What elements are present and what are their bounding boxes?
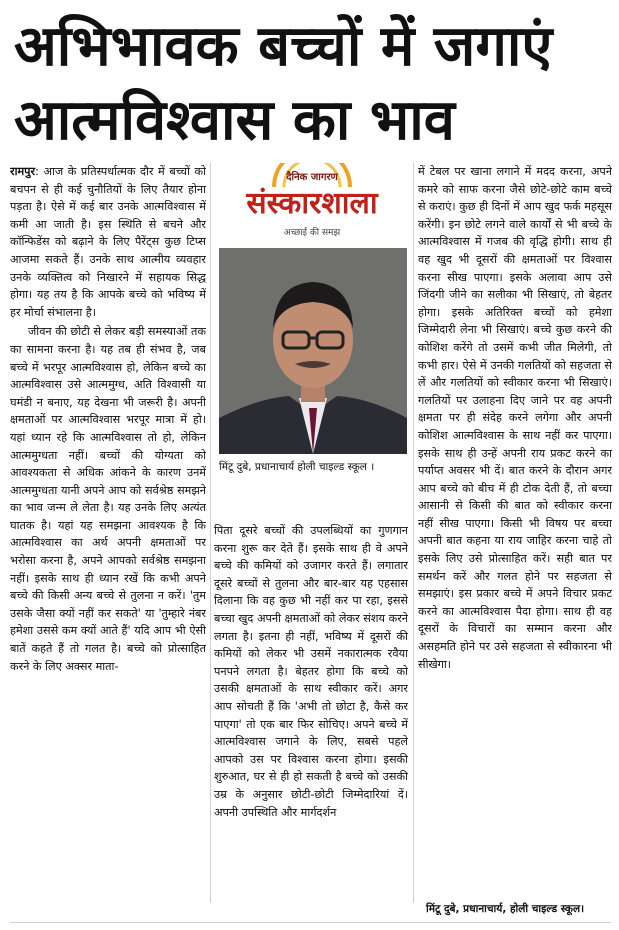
headline-line-1: अभिभावक बच्चों में जगाएं: [14, 14, 553, 79]
column-divider: [210, 163, 211, 903]
headline: [14, 10, 609, 158]
logo-title: संस्कारशाला: [246, 186, 378, 221]
logo-brand: दैनिक जागरण: [286, 172, 338, 183]
paragraph: : आज के प्रतिस्पर्धात्मक दौर में बच्चों को बचपन से ही कई चुनौतियों के लिए तैयार होना पड़ता है। ऐसे में कई बार उनके आत्मविश्वास में कमी आ जाती है। इस स्थिति से बचने और कॉन्फिडेंस को बढ़ाने के लिए पैरेंट्स कुछ टिप्स आजमा सकते हैं। उनके साथ आत्मीय व्यवहार उनके व्यक्तित्व को निखारने में सहायक सिद्ध होगा। यह तय है कि आपके बच्चे को भविष्य में हर मोर्चा संभालना है।: [10, 165, 206, 319]
article-column-1: [10, 163, 206, 903]
headline-line-2: आत्मविश्वास का भाव: [14, 88, 455, 153]
author-signature: मिंटू दुबे, प्रधानाचार्य, होली चाइल्ड स्कूल।: [426, 903, 585, 915]
dateline: रामपुर: [10, 165, 36, 178]
paragraph: में टेबल पर खाना लगाने में मदद करना, अपने कमरे को साफ करना जैसे छोटे-छोटे काम बच्चे से कराएं। कुछ ही दिनों में आप खुद फर्क महसूस करेंगी। इन छोटे लगने वाले कार्यों से भी बच्चे के आत्मविश्वास में गजब की वृद्धि होगी। साथ ही वह खुद भी दूसरों की क्षमताओं पर विश्वास करना सीख पाएगा। इसके अलावा आप उसे जिंदगी जीने का सलीका भी सिखाएं, तो बेहतर होगा। इसके अतिरिक्त बच्चों को हमेशा जिम्मेदारी लेना भी सिखाएं। बच्चे कुछ करने की कोशिश करेंगे तो उसमें कभी जीत मिलेगी, तो कभी हार। ऐसे में उनकी गलतियों को सहजता से लें और गलतियों को स्वीकार करना भी सिखाएं। गलतियों पर उलाहना दिए जाने पर वह अपनी क्षमता पर ही संदेह करने लगेगा और अपनी कोशिश आत्मविश्वास के साथ नहीं कर पाएगा। इसके साथ ही उन्हें अपनी राय प्रकट करने का पर्याप्त अवसर भी दें। बात करने के दौरान अगर आप बच्चे को बीच में ही टोक देती हैं, तो बच्चा आसानी से किसी की बात को स्वीकार करना नहीं सीख पाएगा। किसी भी विषय पर बच्चा अपनी बात कहना या राय जाहिर करना चाहे तो इसके लिए उसे प्रोत्साहित करें। सही बात पर समर्थन करें और गलत होने पर सहजता से समझाएं। इस प्रकार बच्चे में अपने विचार प्रकट करने का आत्मविश्वास पैदा होगा। साथ ही वह दूसरों के विचारों का सम्मान करना और असहमति होने पर उसे सहजता से स्वीकारना भी सीखेगा।: [418, 165, 612, 671]
sanskarshala-logo: [214, 163, 410, 247]
logo-tagline: अच्छाई की समझ: [283, 228, 341, 238]
photo-caption: मिंटू दुबे, प्रधानाचार्य होली चाइल्ड स्कूल ।: [219, 461, 375, 473]
person-portrait: [219, 248, 407, 454]
bottom-rule: [10, 922, 611, 923]
article-column-3: [418, 163, 612, 903]
column-divider: [413, 163, 414, 903]
article-column-2: [214, 522, 408, 908]
paragraph: पिता दूसरे बच्चों की उपलब्धियों का गुणगान करना शुरू कर देते हैं। इसके साथ ही वे अपने बच्चे की कमियों को उजागर करते हैं। लगातार दूसरे बच्चों से तुलना और बार-बार यह एहसास दिलाना कि वह कुछ भी नहीं कर पा रहा, इससे बच्चा खुद अपनी क्षमताओं को लेकर संशय करने लगता है। इतना ही नहीं, भविष्य में दूसरों की कमियों को लेकर भी उसमें नकारात्मक रवैया पनपने लगता है। बेहतर होगा कि बच्चे को उसकी क्षमताओं के साथ स्वीकार करें। अगर आप सोचती हैं कि 'अभी तो छोटा है, कैसे कर पाएगा' तो एक बार फिर सोचिए। अपने बच्चे में आत्मविश्वास जगाने के लिए, सबसे पहले आपको उस पर विश्वास करना होगा। इसकी शुरुआत, घर से ही हो सकती है बच्चे को उसकी उम्र के अनुसार छोटी-छोटी जिम्मेदारियां दें। अपनी उपस्थिति और मार्गदर्शन: [214, 524, 408, 819]
paragraph: जीवन की छोटी से लेकर बड़ी समस्याओं तक का सामना करना है। यह तब ही संभव है, जब बच्चे में भरपूर आत्मविश्वास हो, लेकिन बच्चे का आत्मविश्वास उसे आत्ममुग्ध, अति विश्वासी या घमंडी न बनाए, यह देखना भी जरूरी है। अपनी क्षमताओं पर आत्मविश्वास भरपूर मात्रा में हो। यहां ध्यान रहे कि आत्मविश्वास तो हो, लेकिन आत्ममुग्धता नहीं। बच्चों की योग्यता को आवश्यकता से अधिक आंकने के कारण उनमें आत्ममुग्धता यानी अपने आप को सर्वश्रेष्ठ समझने का भाव जन्म ले लेता है। यह उनके लिए अत्यंत घातक है। यहां यह समझना आवश्यक है कि आत्मविश्वास का अर्थ अपनी क्षमताओं पर भरोसा करना है, अपने आपको सर्वश्रेष्ठ समझना नहीं। इसके साथ ही ध्यान रखें कि कभी अपने बच्चे की किसी अन्य बच्चे से तुलना न करें। 'तुम उसके जैसा क्यों नहीं कर सकते' या 'तुम्हारे नंबर हमेशा उससे कम क्यों आते हैं' यदि आप भी ऐसी बातें कहते हैं तो गलत है। बच्चे को प्रोत्साहित करने के लिए अक्सर माता-: [10, 325, 206, 673]
portrait-photo: [219, 248, 407, 454]
